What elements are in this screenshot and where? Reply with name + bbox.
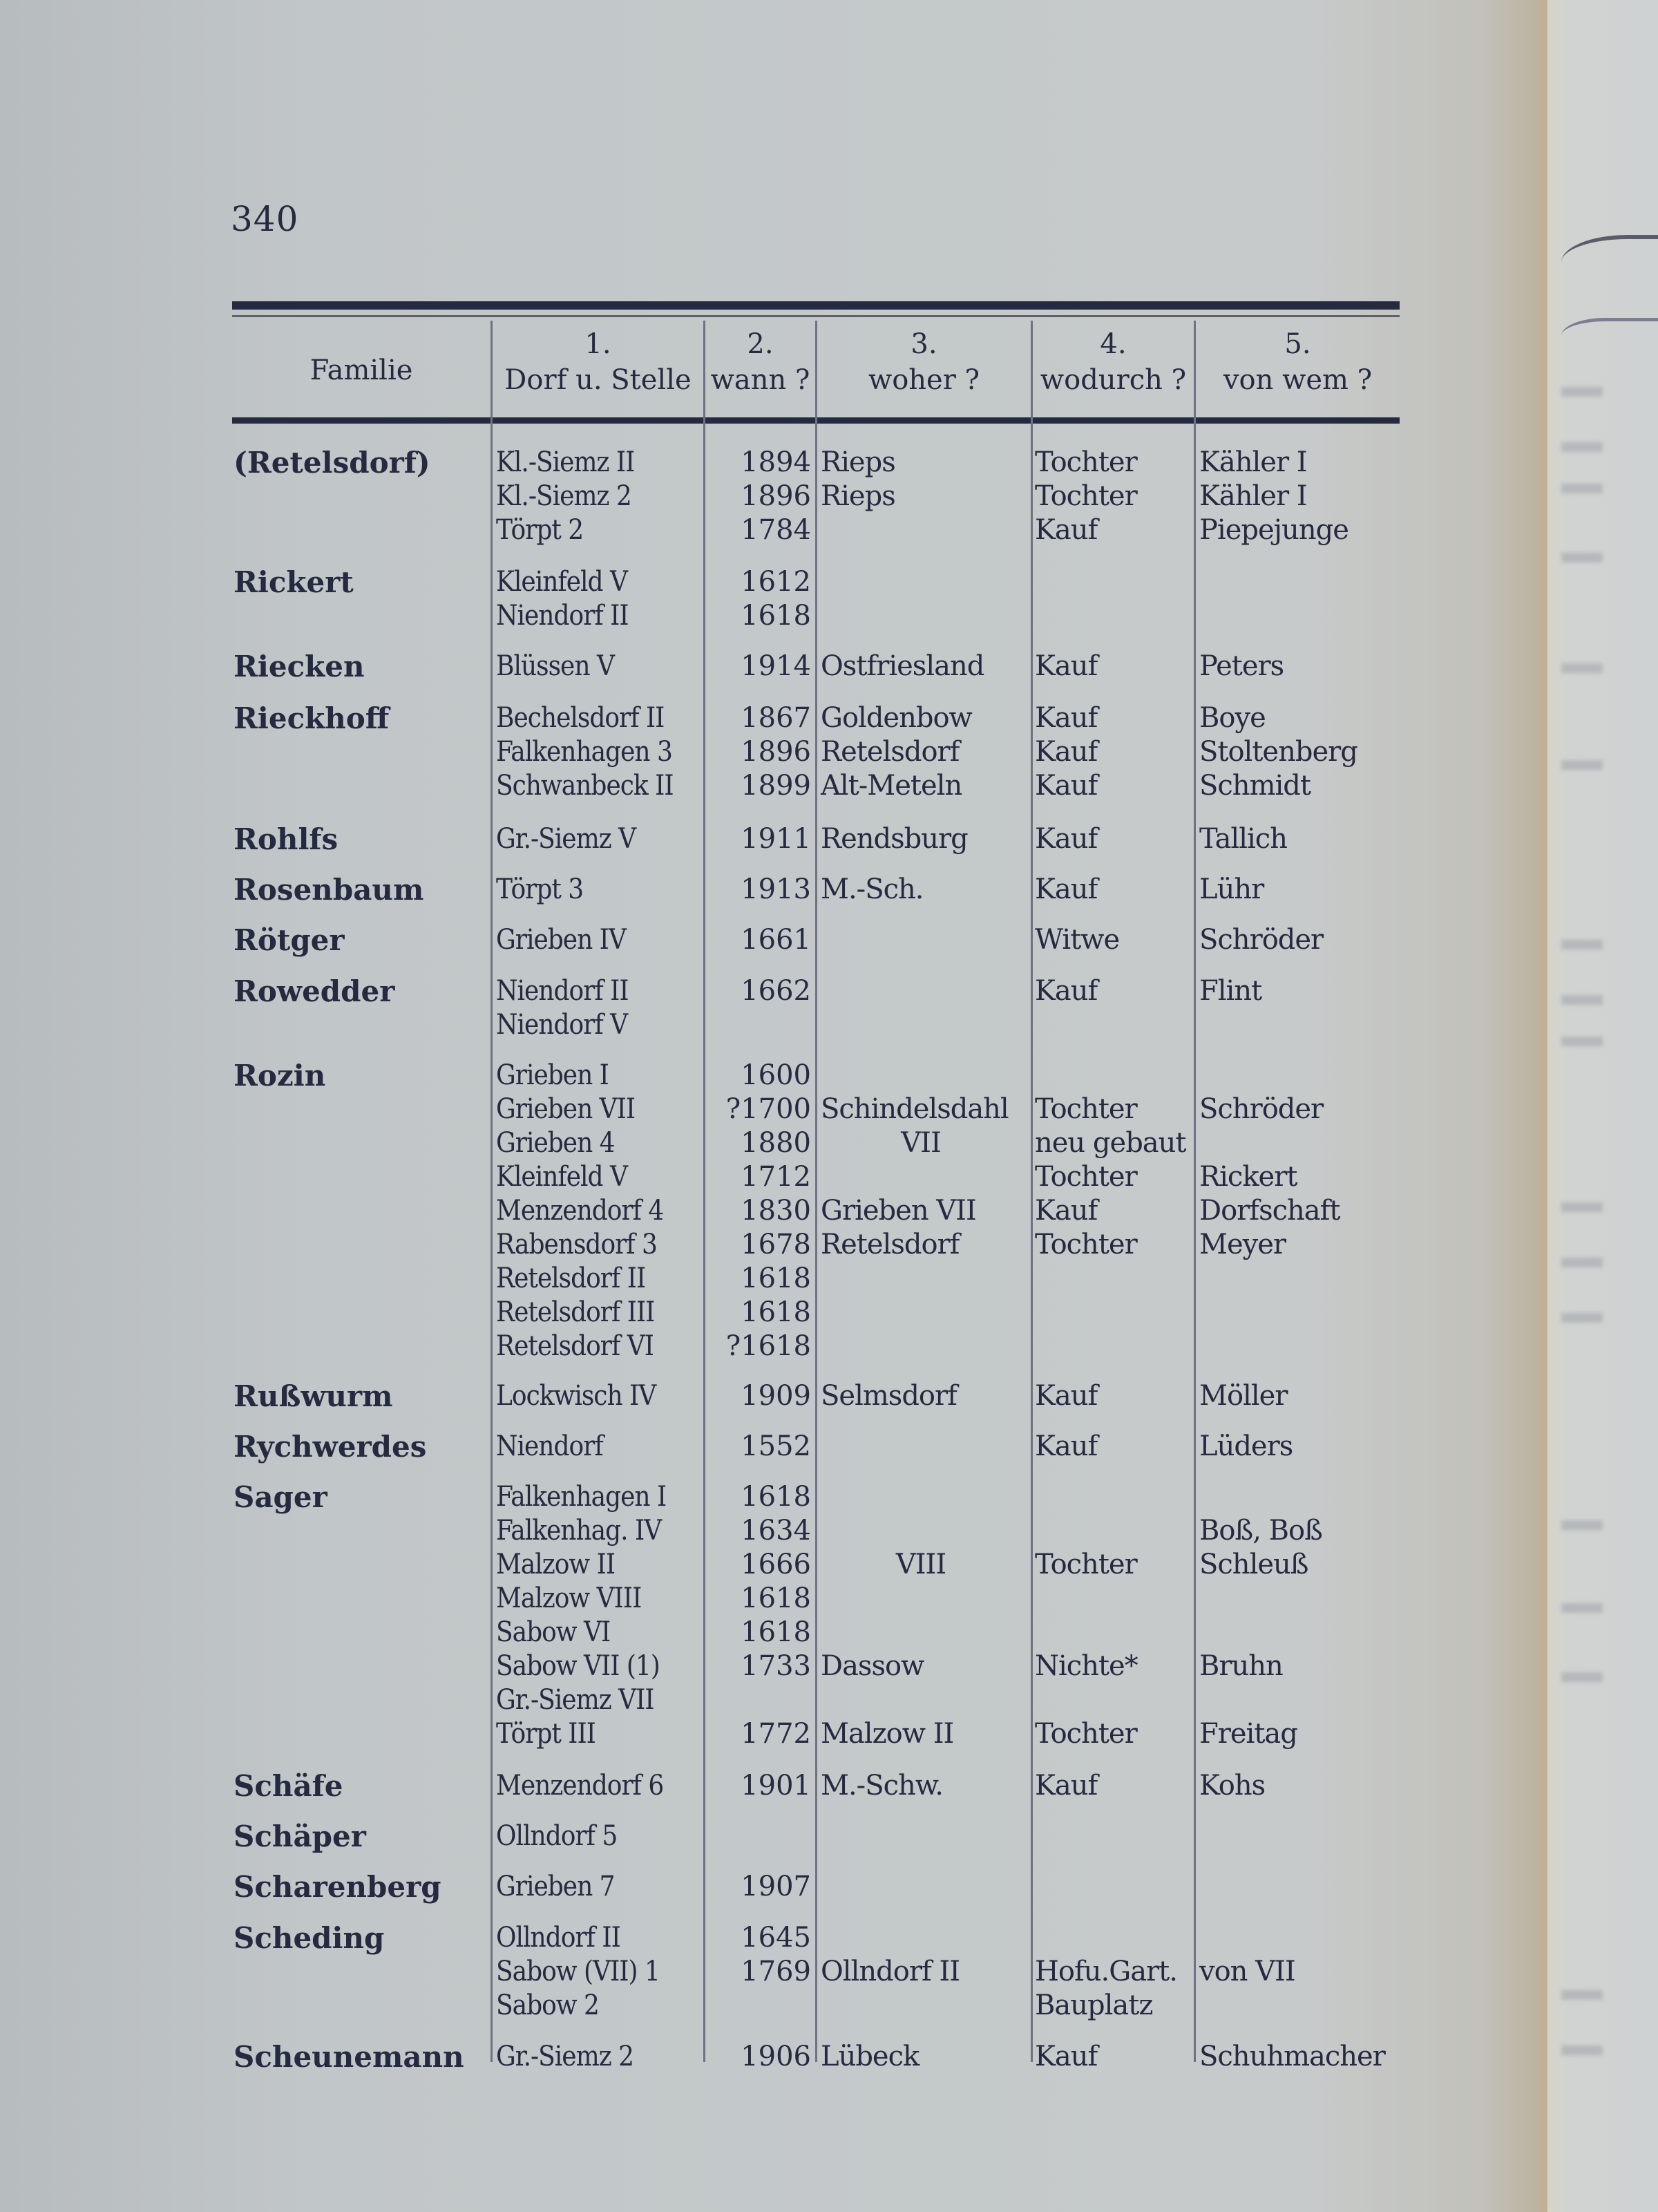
blurred-text — [1561, 1037, 1603, 1046]
cell-wann: 1909 — [741, 1380, 811, 1412]
family-name: Scheding — [234, 1921, 385, 1955]
cell-dorf-stelle: Grieben IV — [496, 924, 626, 956]
cell-wann: 1911 — [741, 823, 811, 855]
cell-dorf-stelle: Falkenhag. IV — [496, 1515, 662, 1547]
family-name: Rötger — [234, 923, 345, 957]
cell-woher: Schindelsdahl — [821, 1093, 1009, 1125]
cell-wann: 1666 — [741, 1549, 811, 1580]
cell-woher: Goldenbow — [821, 702, 972, 734]
cell-wann: 1907 — [741, 1871, 811, 1902]
cell-von-wem: Lühr — [1199, 873, 1264, 905]
cell-von-wem: Schleuß — [1199, 1549, 1308, 1580]
cell-wann: 1894 — [741, 446, 811, 478]
cell-wann: 1913 — [741, 873, 811, 905]
cell-woher: Retelsdorf — [821, 736, 960, 768]
cell-wodurch: Kauf — [1035, 770, 1098, 802]
header-label: Familie — [309, 355, 413, 386]
blurred-text — [1561, 995, 1603, 1005]
blurred-text — [1561, 663, 1603, 673]
decorative-stroke — [1561, 318, 1658, 363]
cell-wodurch: Kauf — [1035, 1770, 1098, 1802]
header-number: 5. — [1284, 328, 1311, 360]
cell-dorf-stelle: Blüssen V — [496, 650, 614, 682]
cell-wann: 1612 — [741, 566, 811, 598]
cell-wodurch: Tochter — [1035, 1549, 1137, 1580]
header-label: von wem ? — [1223, 364, 1373, 396]
cell-wann: 1733 — [741, 1650, 811, 1682]
cell-dorf-stelle: Grieben I — [496, 1059, 609, 1091]
blurred-text — [1561, 553, 1603, 563]
cell-wodurch: Bauplatz — [1035, 1989, 1153, 2021]
header-number: 3. — [911, 328, 937, 360]
cell-dorf-stelle: Törpt 3 — [496, 873, 584, 905]
cell-woher: Alt-Meteln — [821, 770, 962, 802]
cell-dorf-stelle: Kl.-Siemz II — [496, 446, 635, 478]
cell-dorf-stelle: Sabow 2 — [496, 1989, 599, 2021]
cell-dorf-stelle: Falkenhagen 3 — [496, 736, 672, 768]
cell-von-wem: Flint — [1199, 975, 1262, 1007]
cell-wann: 1661 — [741, 924, 811, 956]
cell-von-wem: Tallich — [1199, 823, 1287, 855]
cell-von-wem: Boye — [1199, 702, 1266, 734]
family-name: Schäfe — [234, 1769, 343, 1803]
cell-wann: 1901 — [741, 1770, 811, 1802]
cell-wodurch: Witwe — [1035, 924, 1120, 956]
header-label: wodurch ? — [1040, 364, 1187, 396]
cell-von-wem: Piepejunge — [1199, 514, 1349, 546]
cell-dorf-stelle: Gr.-Siemz 2 — [496, 2041, 633, 2072]
header-wodurch — [1033, 326, 1194, 415]
header-von-wem — [1196, 326, 1400, 415]
cell-woher: Ollndorf II — [821, 1956, 960, 1987]
header-wann — [705, 326, 815, 415]
table-top-rule — [232, 301, 1400, 310]
family-name: Rußwurm — [234, 1379, 393, 1413]
cell-von-wem: Freitag — [1199, 1718, 1297, 1750]
cell-von-wem: Schmidt — [1199, 770, 1311, 802]
cell-wodurch: Hofu.Gart. — [1035, 1956, 1177, 1987]
cell-wann: 1880 — [741, 1127, 811, 1159]
cell-woher: VIII — [895, 1549, 946, 1580]
cell-dorf-stelle: Retelsdorf II — [496, 1263, 646, 1294]
cell-von-wem: Schröder — [1199, 1093, 1324, 1125]
cell-wann: 1634 — [741, 1515, 811, 1547]
cell-von-wem: Meyer — [1199, 1229, 1286, 1260]
blurred-text — [1561, 1313, 1603, 1323]
cell-wann: 1899 — [741, 770, 811, 802]
cell-wodurch: Kauf — [1035, 1380, 1098, 1412]
cell-von-wem: Kähler I — [1199, 446, 1307, 478]
cell-dorf-stelle: Lockwisch IV — [496, 1380, 656, 1412]
blurred-text — [1561, 1990, 1603, 2000]
cell-wann: 1678 — [741, 1229, 811, 1260]
cell-dorf-stelle: Kleinfeld V — [496, 1161, 627, 1193]
cell-wodurch: Kauf — [1035, 1430, 1098, 1462]
cell-wann: 1772 — [741, 1718, 811, 1750]
cell-woher: Ostfriesland — [821, 650, 984, 682]
header-label: wann ? — [710, 364, 810, 396]
cell-dorf-stelle: Gr.-Siemz V — [496, 823, 636, 855]
cell-von-wem: Schuhmacher — [1199, 2041, 1385, 2072]
family-name: Rohlfs — [234, 822, 339, 856]
blurred-text — [1561, 1258, 1603, 1267]
cell-wann: 1784 — [741, 514, 811, 546]
cell-wann: 1830 — [741, 1195, 811, 1227]
cell-dorf-stelle: Niendorf V — [496, 1009, 628, 1041]
family-name: Rowedder — [234, 974, 395, 1008]
family-name: Rozin — [234, 1059, 326, 1093]
column-divider — [1031, 321, 1033, 2062]
cell-dorf-stelle: Törpt 2 — [496, 514, 584, 546]
cell-dorf-stelle: Retelsdorf VI — [496, 1330, 654, 1362]
blurred-text — [1561, 1672, 1603, 1682]
cell-wodurch: Kauf — [1035, 873, 1098, 905]
cell-dorf-stelle: Kleinfeld V — [496, 566, 627, 598]
cell-woher: Lübeck — [821, 2041, 919, 2072]
column-divider — [815, 321, 817, 2062]
cell-dorf-stelle: Grieben VII — [496, 1093, 636, 1125]
cell-wann: 1600 — [741, 1059, 811, 1091]
cell-von-wem: Möller — [1199, 1380, 1288, 1412]
cell-dorf-stelle: Kl.-Siemz 2 — [496, 480, 631, 512]
cell-woher: Rieps — [821, 480, 895, 512]
cell-woher: Rendsburg — [821, 823, 968, 855]
cell-dorf-stelle: Sabow VII (1) — [496, 1650, 660, 1682]
cell-wodurch: Tochter — [1035, 480, 1137, 512]
cell-von-wem: Boß, Boß — [1199, 1515, 1322, 1547]
cell-woher: Malzow II — [821, 1718, 954, 1750]
cell-wann: 1618 — [741, 1616, 811, 1648]
header-label: woher ? — [868, 364, 980, 396]
cell-wodurch: Tochter — [1035, 1229, 1137, 1260]
cell-dorf-stelle: Gr.-Siemz VII — [496, 1684, 654, 1716]
cell-von-wem: Dorfschaft — [1199, 1195, 1340, 1227]
blurred-text — [1561, 760, 1603, 770]
header-label: Dorf u. Stelle — [504, 364, 692, 396]
cell-wann: 1896 — [741, 480, 811, 512]
cell-wann: 1618 — [741, 600, 811, 632]
cell-woher: M.-Sch. — [821, 873, 924, 905]
cell-wann: 1914 — [741, 650, 811, 682]
cell-wodurch: Tochter — [1035, 446, 1137, 478]
cell-wann: 1618 — [741, 1582, 811, 1614]
cell-wodurch: neu gebaut — [1035, 1127, 1186, 1159]
cell-dorf-stelle: Rabensdorf 3 — [496, 1229, 657, 1260]
family-name: Rychwerdes — [234, 1430, 427, 1464]
cell-woher: VII — [901, 1127, 941, 1159]
column-divider — [703, 321, 705, 2062]
cell-wann: ?1700 — [725, 1093, 811, 1125]
cell-wann: ?1618 — [725, 1330, 811, 1362]
family-name: (Retelsdorf) — [234, 446, 430, 480]
cell-wodurch: Kauf — [1035, 975, 1098, 1007]
cell-dorf-stelle: Törpt III — [496, 1718, 595, 1750]
cell-wodurch: Tochter — [1035, 1093, 1137, 1125]
header-familie — [232, 326, 490, 415]
cell-dorf-stelle: Menzendorf 6 — [496, 1770, 664, 1802]
blurred-text — [1561, 387, 1603, 397]
header-dorf-stelle — [493, 326, 703, 415]
cell-von-wem: Lüders — [1199, 1430, 1293, 1462]
header-number: 2. — [747, 328, 774, 360]
cell-wodurch: Tochter — [1035, 1718, 1137, 1750]
cell-dorf-stelle: Niendorf — [496, 1430, 603, 1462]
cell-wann: 1618 — [741, 1481, 811, 1513]
cell-dorf-stelle: Ollndorf 5 — [496, 1820, 618, 1852]
cell-dorf-stelle: Falkenhagen I — [496, 1481, 667, 1513]
cell-wodurch: Kauf — [1035, 514, 1098, 546]
adjacent-page-edge — [1547, 0, 1658, 2212]
cell-wann: 1769 — [741, 1956, 811, 1987]
cell-von-wem: Kohs — [1199, 1770, 1266, 1802]
header-woher — [817, 326, 1031, 415]
cell-wodurch: Kauf — [1035, 702, 1098, 734]
cell-dorf-stelle: Niendorf II — [496, 975, 629, 1007]
cell-wann: 1645 — [741, 1922, 811, 1954]
cell-wann: 1552 — [741, 1430, 811, 1462]
cell-woher: Grieben VII — [821, 1195, 976, 1227]
table-top-thin-rule — [232, 315, 1400, 317]
cell-dorf-stelle: Ollndorf II — [496, 1922, 620, 1954]
cell-wodurch: Kauf — [1035, 2041, 1098, 2072]
blurred-text — [1561, 484, 1603, 493]
cell-von-wem: Bruhn — [1199, 1650, 1283, 1682]
cell-von-wem: Schröder — [1199, 924, 1324, 956]
blurred-text — [1561, 1603, 1603, 1613]
cell-dorf-stelle: Grieben 4 — [496, 1127, 615, 1159]
cell-dorf-stelle: Malzow VIII — [496, 1582, 642, 1614]
cell-wann: 1896 — [741, 736, 811, 768]
cell-wann: 1618 — [741, 1263, 811, 1294]
family-name: Rickert — [234, 565, 354, 599]
cell-woher: Retelsdorf — [821, 1229, 960, 1260]
cell-wodurch: Nichte* — [1035, 1650, 1138, 1682]
cell-wann: 1906 — [741, 2041, 811, 2072]
cell-wodurch: Tochter — [1035, 1161, 1137, 1193]
family-name: Rosenbaum — [234, 873, 424, 907]
cell-dorf-stelle: Malzow II — [496, 1549, 616, 1580]
header-number: 1. — [584, 328, 611, 360]
blurred-text — [1561, 442, 1603, 452]
column-divider — [490, 321, 493, 2062]
cell-dorf-stelle: Bechelsdorf II — [496, 702, 665, 734]
family-name: Rieckhoff — [234, 701, 390, 735]
cell-woher: M.-Schw. — [821, 1770, 943, 1802]
cell-wann: 1867 — [741, 702, 811, 734]
cell-woher: Rieps — [821, 446, 895, 478]
blurred-text — [1561, 2045, 1603, 2055]
cell-dorf-stelle: Sabow VI — [496, 1616, 611, 1648]
cell-von-wem: Peters — [1199, 650, 1284, 682]
cell-von-wem: Kähler I — [1199, 480, 1307, 512]
cell-woher: Selmsdorf — [821, 1380, 957, 1412]
blurred-text — [1561, 940, 1603, 949]
cell-dorf-stelle: Retelsdorf III — [496, 1296, 655, 1328]
cell-wann: 1618 — [741, 1296, 811, 1328]
family-name: Scheunemann — [234, 2040, 464, 2074]
cell-wodurch: Kauf — [1035, 736, 1098, 768]
cell-wodurch: Kauf — [1035, 650, 1098, 682]
header-number: 4. — [1100, 328, 1127, 360]
cell-von-wem: Rickert — [1199, 1161, 1297, 1193]
cell-dorf-stelle: Sabow (VII) 1 — [496, 1956, 660, 1987]
cell-dorf-stelle: Niendorf II — [496, 600, 629, 632]
column-divider — [1194, 321, 1196, 2062]
cell-dorf-stelle: Menzendorf 4 — [496, 1195, 664, 1227]
cell-wodurch: Kauf — [1035, 1195, 1098, 1227]
cell-dorf-stelle: Schwanbeck II — [496, 770, 674, 802]
family-name: Riecken — [234, 650, 365, 683]
blurred-text — [1561, 1520, 1603, 1530]
family-name: Schäper — [234, 1819, 366, 1853]
cell-woher: Dassow — [821, 1650, 924, 1682]
cell-dorf-stelle: Grieben 7 — [496, 1871, 615, 1902]
decorative-stroke — [1561, 235, 1658, 281]
cell-von-wem: Stoltenberg — [1199, 736, 1357, 768]
family-name: Sager — [234, 1480, 327, 1514]
cell-wodurch: Kauf — [1035, 823, 1098, 855]
blurred-text — [1561, 1202, 1603, 1212]
page-number: 340 — [231, 199, 299, 239]
cell-wann: 1712 — [741, 1161, 811, 1193]
cell-wann: 1662 — [741, 975, 811, 1007]
cell-von-wem: von VII — [1199, 1956, 1295, 1987]
family-name: Scharenberg — [234, 1870, 441, 1904]
